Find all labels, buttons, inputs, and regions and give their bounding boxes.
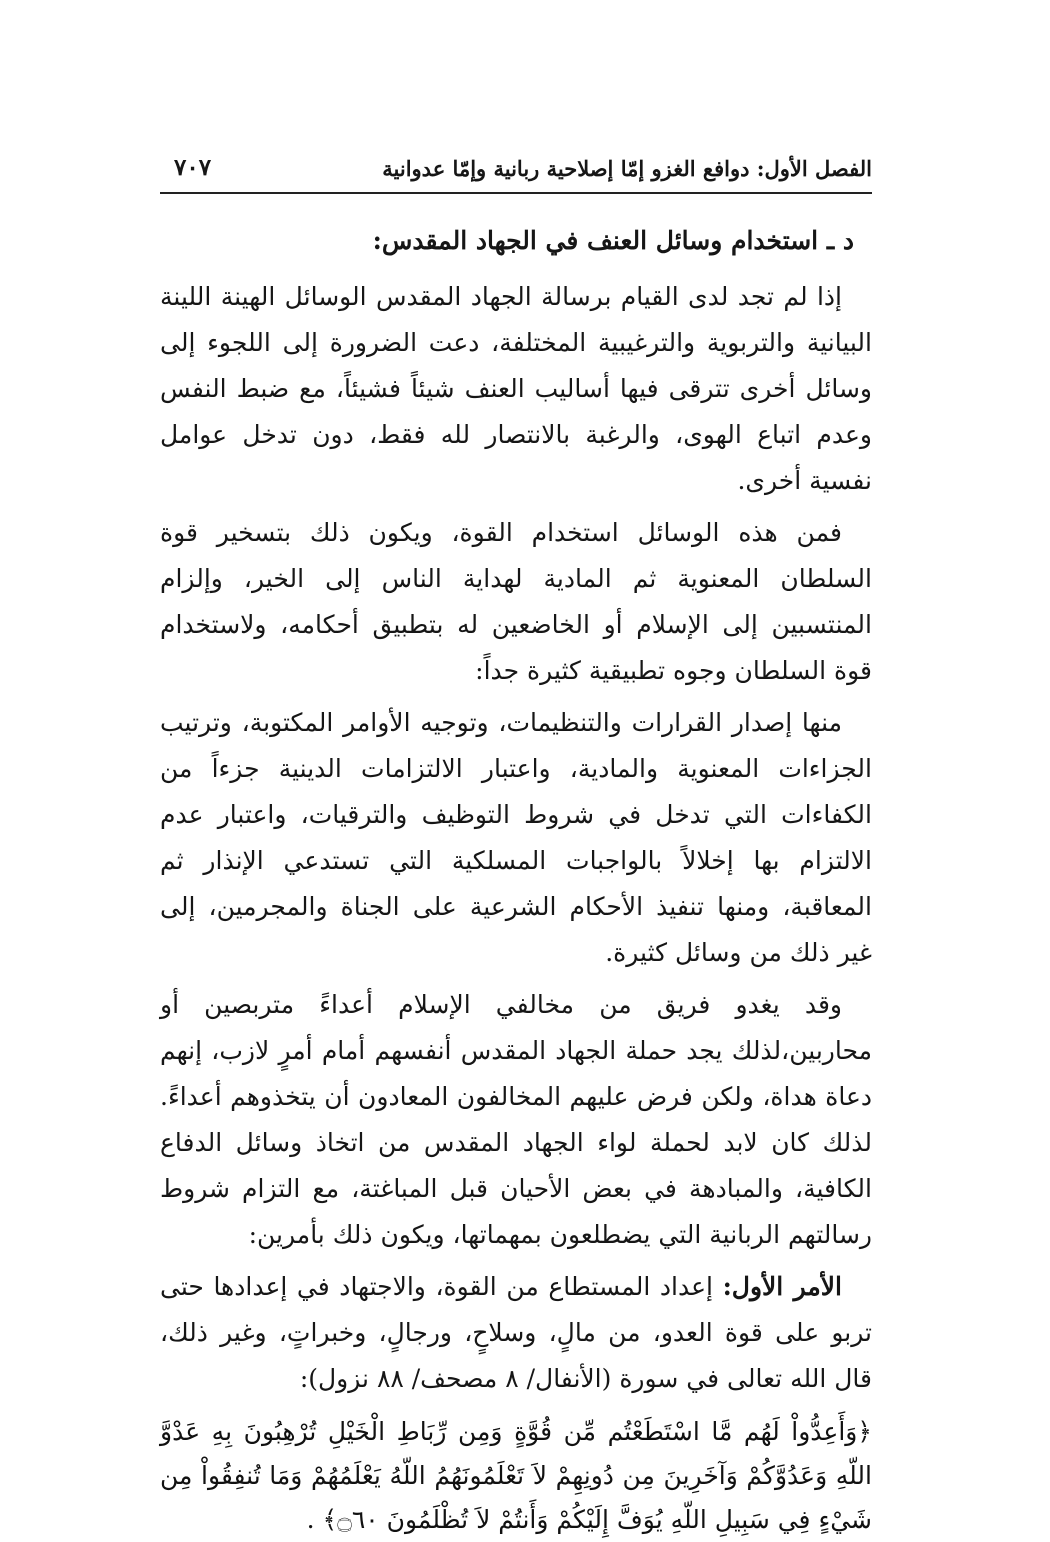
paragraph-2: فمن هذه الوسائل استخدام القوة، ويكون ذلك بتسخير قوة السلطان المعنوية ثم المادية لهداية الناس إلى الخير، وإلزام المنتسبين إلى الإسلام أو الخاضعين له بتطبيق أحكامه، ولاستخدام قوة السلطان وجوه تطبيقية كثيرة جداً: <box>160 518 872 685</box>
chapter-title: الفصل الأول: دوافع الغزو إمّا إصلاحية ربانية وإمّا عدوانية <box>382 156 872 181</box>
paragraph-5-lead: الأمر الأول: <box>722 1272 842 1301</box>
paragraph-3: منها إصدار القرارات والتنظيمات، وتوجيه الأوامر المكتوبة، وترتيب الجزاءات المعنوية والمادية، واعتبار الالتزامات الدينية جزءاً من الكفاءات التي تدخل في شروط التوظيف والترقيات، واعتبار عدم الالتزام بها إخلالاً بالواجبات المسلكية التي تستدعي الإنذار ثم المعاقبة، ومنها تنفيذ الأحكام الشرعية على الجناة والمجرمين، إلى غير ذلك من وسائل كثيرة. <box>160 708 872 967</box>
running-header <box>160 148 872 188</box>
paragraph-4: وقد يغدو فريق من مخالفي الإسلام أعداءً متربصين أو محاربين،لذلك يجد حملة الجهاد المقدس أنفسهم أمام أمرٍ لازب، إنهم دعاة هداة، ولكن فرض عليهم المخالفون المعادون أن يتخذوهم أعداءً. لذلك كان لابد لحملة لواء الجهاد المقدس من اتخاذ وسائل الدفاع الكافية، والمبادهة في بعض الأحيان قبل المباغتة، مع التزام شروط رسالتهم الربانية التي يضطلعون بمهماتها، ويكون ذلك بأمرين: <box>160 990 872 1249</box>
header-rule <box>160 192 872 194</box>
section-heading: د ـ استخدام وسائل العنف في الجهاد المقدس: <box>372 226 854 255</box>
paragraph-5 <box>160 1264 872 1402</box>
paragraph-1: إذا لم تجد لدى القيام برسالة الجهاد المقدس الوسائل الهينة اللينة البيانية والتربوية والترغيبية المختلفة، دعت الضرورة إلى اللجوء إلى وسائل أخرى تترقى فيها أساليب العنف شيئاً فشيئاً، مع ضبط النفس وعدم اتباع الهوى، والرغبة بالانتصار لله فقط، دون تدخل عوامل نفسية أخرى. <box>160 282 872 495</box>
page-body <box>160 222 872 1542</box>
page-number: ٧٠٧ <box>174 154 212 181</box>
quran-verse: ﴿وَأَعِدُّواْ لَهُم مَّا اسْتَطَعْتُم مِّن قُوَّةٍ وَمِن رِّبَاطِ الْخَيْلِ تُرْهِبُونَ بِهِ عَدْوَّ اللّهِ وَعَدُوَّكُمْ وَآخَرِينَ مِن دُونِهِمْ لاَ تَعْلَمُونَهُمُ اللّهُ يَعْلَمُهُمْ وَمَا تُنفِقُواْ مِن شَيْءٍ فِي سَبِيلِ اللّهِ يُوَفَّ إِلَيْكُمْ وَأَنتُمْ لاَ تُظْلَمُونَ ۝٦٠﴾ . <box>160 1417 872 1534</box>
paragraph-5-text: إعداد المستطاع من القوة، والاجتهاد في إعدادها حتى تربو على قوة العدو، من مالٍ، وسلاحٍ، ورجالٍ، وخبراتٍ، وغير ذلك، قال الله تعالى في سورة (الأنفال/ ٨ مصحف/ ٨٨ نزول): <box>160 1272 872 1393</box>
